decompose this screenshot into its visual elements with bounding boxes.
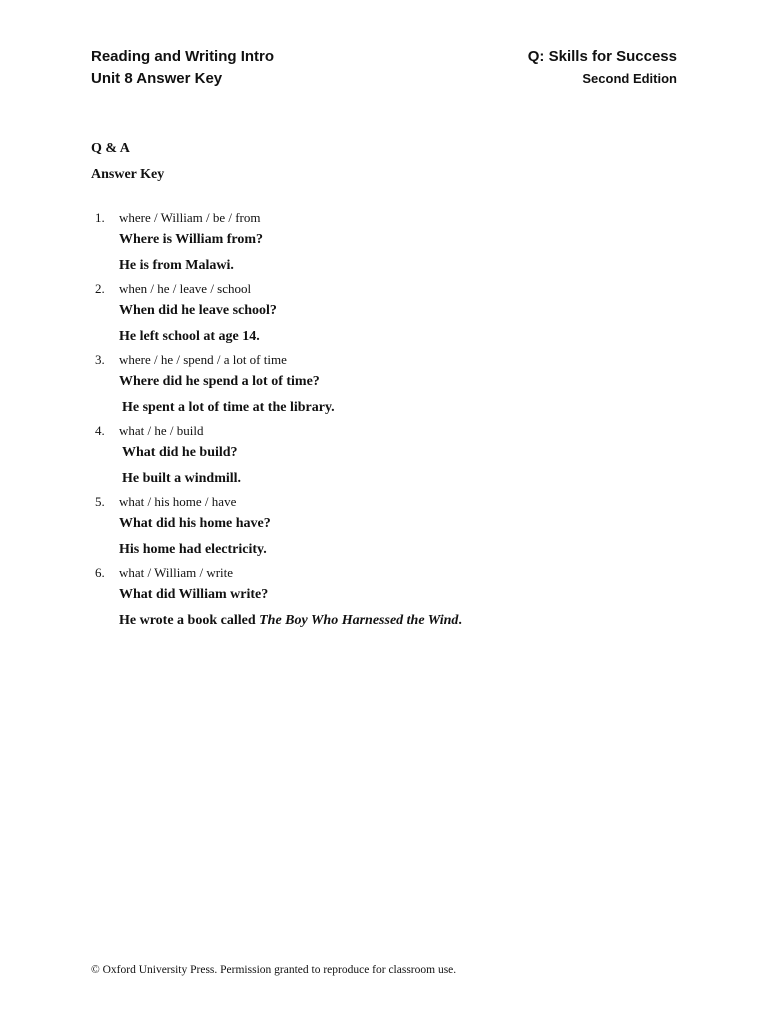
answer-prefix: He wrote a book called <box>119 613 260 628</box>
item-answer: He left school at age 14. <box>119 329 260 344</box>
item-answer: He spent a lot of time at the library. <box>122 400 335 415</box>
item-prompt: when / he / leave / school <box>119 281 252 296</box>
document-header-right <box>528 46 677 90</box>
item-prompt: where / he / spend / a lot of time <box>119 352 287 367</box>
list-item <box>91 421 691 492</box>
course-title: Reading and Writing Intro <box>91 48 275 65</box>
book-title: The Boy Who Harnessed the Wind <box>259 613 459 628</box>
item-question: What did he build? <box>122 445 238 460</box>
item-question: Where did he spend a lot of time? <box>119 374 320 389</box>
section-subtitle: Answer Key <box>91 167 165 182</box>
item-number: 3. <box>95 352 105 367</box>
item-number: 6. <box>95 565 105 580</box>
item-prompt: what / he / build <box>119 423 204 438</box>
item-number: 4. <box>95 423 105 438</box>
edition-label: Second Edition <box>582 71 677 86</box>
item-number: 2. <box>95 281 105 296</box>
copyright-footer: © Oxford University Press. Permission granted to reproduce for classroom use. <box>91 964 457 976</box>
item-answer: His home had electricity. <box>119 542 267 557</box>
qa-list <box>91 208 691 634</box>
item-prompt: what / his home / have <box>119 494 237 509</box>
brand-title: Q: Skills for Success <box>527 48 677 65</box>
item-answer <box>119 608 691 634</box>
item-answer: He is from Malawi. <box>119 258 234 273</box>
item-prompt: where / William / be / from <box>119 210 261 225</box>
item-answer: He built a windmill. <box>122 471 242 486</box>
item-question: Where is William from? <box>119 232 264 247</box>
item-question: What did William write? <box>119 587 269 602</box>
list-item <box>91 350 691 421</box>
list-item <box>91 208 691 279</box>
list-item <box>91 279 691 350</box>
item-number: 1. <box>95 210 105 225</box>
section-title: Q & A <box>91 141 130 156</box>
item-number: 5. <box>95 494 105 509</box>
item-question: What did his home have? <box>119 516 271 531</box>
item-question: When did he leave school? <box>119 303 277 318</box>
list-item <box>91 563 691 634</box>
document-header-left <box>91 46 274 90</box>
answer-suffix: . <box>458 613 462 628</box>
list-item <box>91 492 691 563</box>
unit-title: Unit 8 Answer Key <box>91 70 223 87</box>
item-prompt: what / William / write <box>119 565 234 580</box>
